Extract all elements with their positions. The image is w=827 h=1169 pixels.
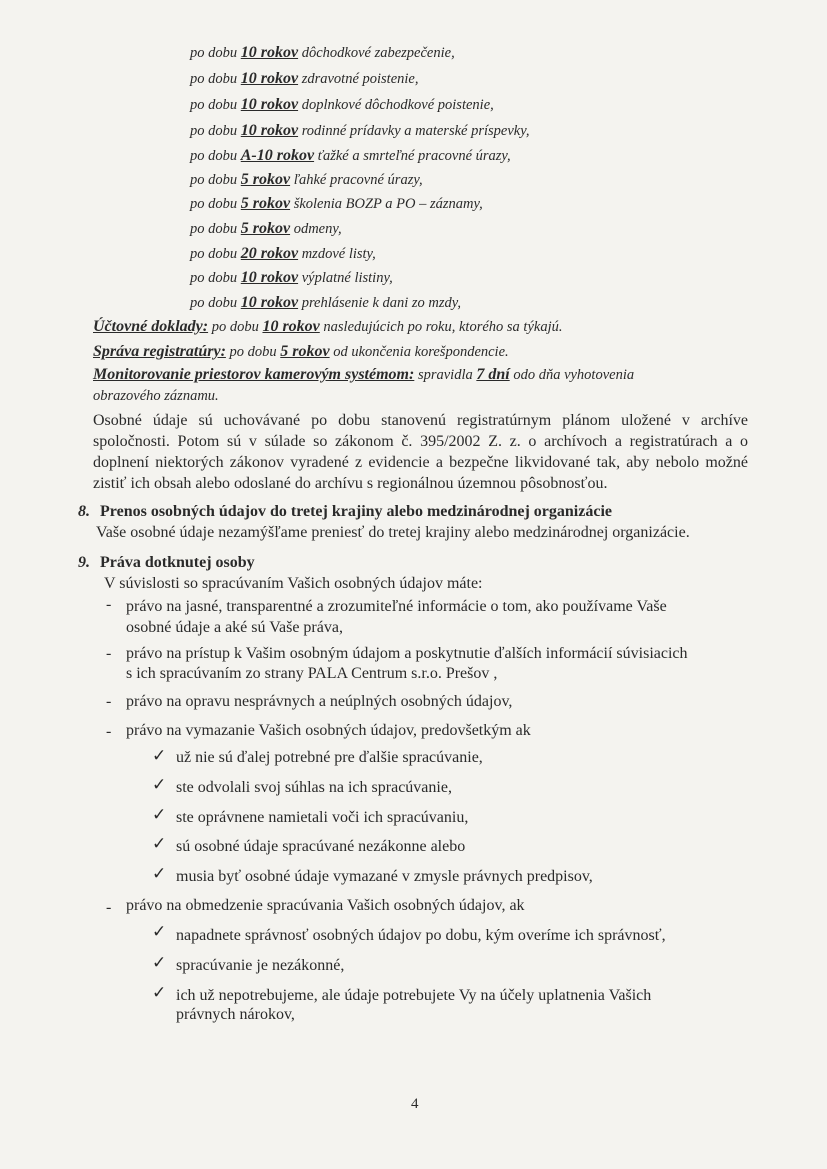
right-restriction: právo na obmedzenie spracúvania Vašich osobných údajov, ak bbox=[126, 897, 525, 914]
restriction-reason: ich už nepotrebujeme, ale údaje potrebujete Vy na účely uplatnenia Vašich bbox=[176, 987, 652, 1004]
check-icon: ✓ bbox=[152, 983, 167, 1002]
accounting-documents-line: Účtovné doklady: po dobu 10 rokov nasledujúcich po roku, ktorého sa týkajú. bbox=[93, 318, 563, 335]
retention-line: po dobu A-10 rokov ťažké a smrteľné pracovné úrazy, bbox=[190, 147, 511, 164]
right-information-cont: osobné údaje a aké sú Vaše práva, bbox=[126, 619, 343, 636]
check-icon: ✓ bbox=[152, 953, 167, 972]
retention-line: po dobu 5 rokov školenia BOZP a PO – záznamy, bbox=[190, 195, 483, 212]
right-access-cont: s ich spracúvaním zo strany PALA Centrum s.r.o. Prešov , bbox=[126, 665, 498, 682]
registry-title: Správa registratúry: bbox=[93, 343, 226, 360]
retention-line: po dobu 10 rokov výplatné listiny, bbox=[190, 269, 393, 286]
check-icon: ✓ bbox=[152, 805, 167, 824]
section-8-heading: 8. Prenos osobných údajov do tretej krajiny alebo medzinárodnej organizácie bbox=[78, 503, 612, 520]
dash-bullet: - bbox=[106, 693, 112, 710]
retention-line: po dobu 20 rokov mzdové listy, bbox=[190, 245, 376, 262]
retention-line: po dobu 5 rokov ľahké pracovné úrazy, bbox=[190, 171, 423, 188]
right-access: právo na prístup k Vašim osobným údajom a poskytnutie ďalších informácií súvisiacich bbox=[126, 645, 688, 662]
erasure-reason: ste odvolali svoj súhlas na ich spracúvanie, bbox=[176, 779, 452, 796]
dash-bullet: - bbox=[106, 645, 112, 662]
show-through-text bbox=[560, 62, 563, 74]
check-icon: ✓ bbox=[152, 746, 167, 765]
right-rectification: právo na opravu nesprávnych a neúplných osobných údajov, bbox=[126, 693, 513, 710]
dash-bullet: - bbox=[106, 899, 112, 916]
retention-line: po dobu 10 rokov zdravotné poistenie, bbox=[190, 70, 419, 87]
section-9-heading: 9. Práva dotknutej osoby bbox=[78, 554, 255, 571]
right-information: právo na jasné, transparentné a zrozumiteľné informácie o tom, ako používame Vaše bbox=[126, 598, 667, 615]
registry-line: Správa registratúry: po dobu 5 rokov od ukončenia korešpondencie. bbox=[93, 343, 509, 360]
section-9-intro: V súvislosti so spracúvaním Vašich osobných údajov máte: bbox=[104, 575, 483, 592]
erasure-reason: už nie sú ďalej potrebné pre ďalšie spracúvanie, bbox=[176, 749, 483, 766]
restriction-reason: spracúvanie je nezákonné, bbox=[176, 957, 345, 974]
check-icon: ✓ bbox=[152, 922, 167, 941]
dash-bullet: - bbox=[106, 596, 112, 613]
check-icon: ✓ bbox=[152, 834, 167, 853]
archive-paragraph: Osobné údaje sú uchovávané po dobu stanovenú registratúrnym plánom uložené v archíve spoločnosti. Potom sú v súlade so zákonom č. 395/2002 Z. z. o archívoch a registratúrach a o doplnení niektorých zákonov vyradené z evidencie a bezpečne likvidované tak, aby nebolo možné zistiť ich obsah alebo odoslané do archívu s regionálnou územnou pôsobnosťou. bbox=[93, 412, 748, 492]
check-icon: ✓ bbox=[152, 775, 167, 794]
right-erasure: právo na vymazanie Vašich osobných údajov, predovšetkým ak bbox=[126, 722, 531, 739]
retention-line: po dobu 10 rokov prehlásenie k dani zo mzdy, bbox=[190, 294, 462, 311]
retention-line: po dobu 10 rokov rodinné prídavky a materské príspevky, bbox=[190, 122, 530, 139]
camera-monitoring-title: Monitorovanie priestorov kamerovým systémom: bbox=[93, 366, 415, 383]
retention-line: po dobu 10 rokov doplnkové dôchodkové poistenie, bbox=[190, 96, 494, 113]
page-number: 4 bbox=[411, 1096, 419, 1112]
retention-line: po dobu 5 rokov odmeny, bbox=[190, 220, 342, 237]
accounting-documents-title: Účtovné doklady: bbox=[93, 318, 209, 335]
restriction-reason-cont: právnych nárokov, bbox=[176, 1006, 295, 1023]
camera-monitoring-line: Monitorovanie priestorov kamerovým systémom: spravidla 7 dní odo dňa vyhotovenia bbox=[93, 366, 635, 383]
erasure-reason: sú osobné údaje spracúvané nezákonne alebo bbox=[176, 838, 466, 855]
dash-bullet: - bbox=[106, 723, 112, 740]
restriction-reason: napadnete správnosť osobných údajov po dobu, kým overíme ich správnosť, bbox=[176, 927, 666, 944]
camera-monitoring-continued: obrazového záznamu. bbox=[93, 388, 219, 404]
erasure-reason: musia byť osobné údaje vymazané v zmysle právnych predpisov, bbox=[176, 868, 593, 885]
section-8-body: Vaše osobné údaje nezamýšľame preniesť do tretej krajiny alebo medzinárodnej organizácie. bbox=[96, 524, 690, 541]
erasure-reason: ste oprávnene namietali voči ich spracúvaniu, bbox=[176, 809, 469, 826]
check-icon: ✓ bbox=[152, 864, 167, 883]
retention-line: po dobu 10 rokov dôchodkové zabezpečenie, bbox=[190, 44, 455, 61]
